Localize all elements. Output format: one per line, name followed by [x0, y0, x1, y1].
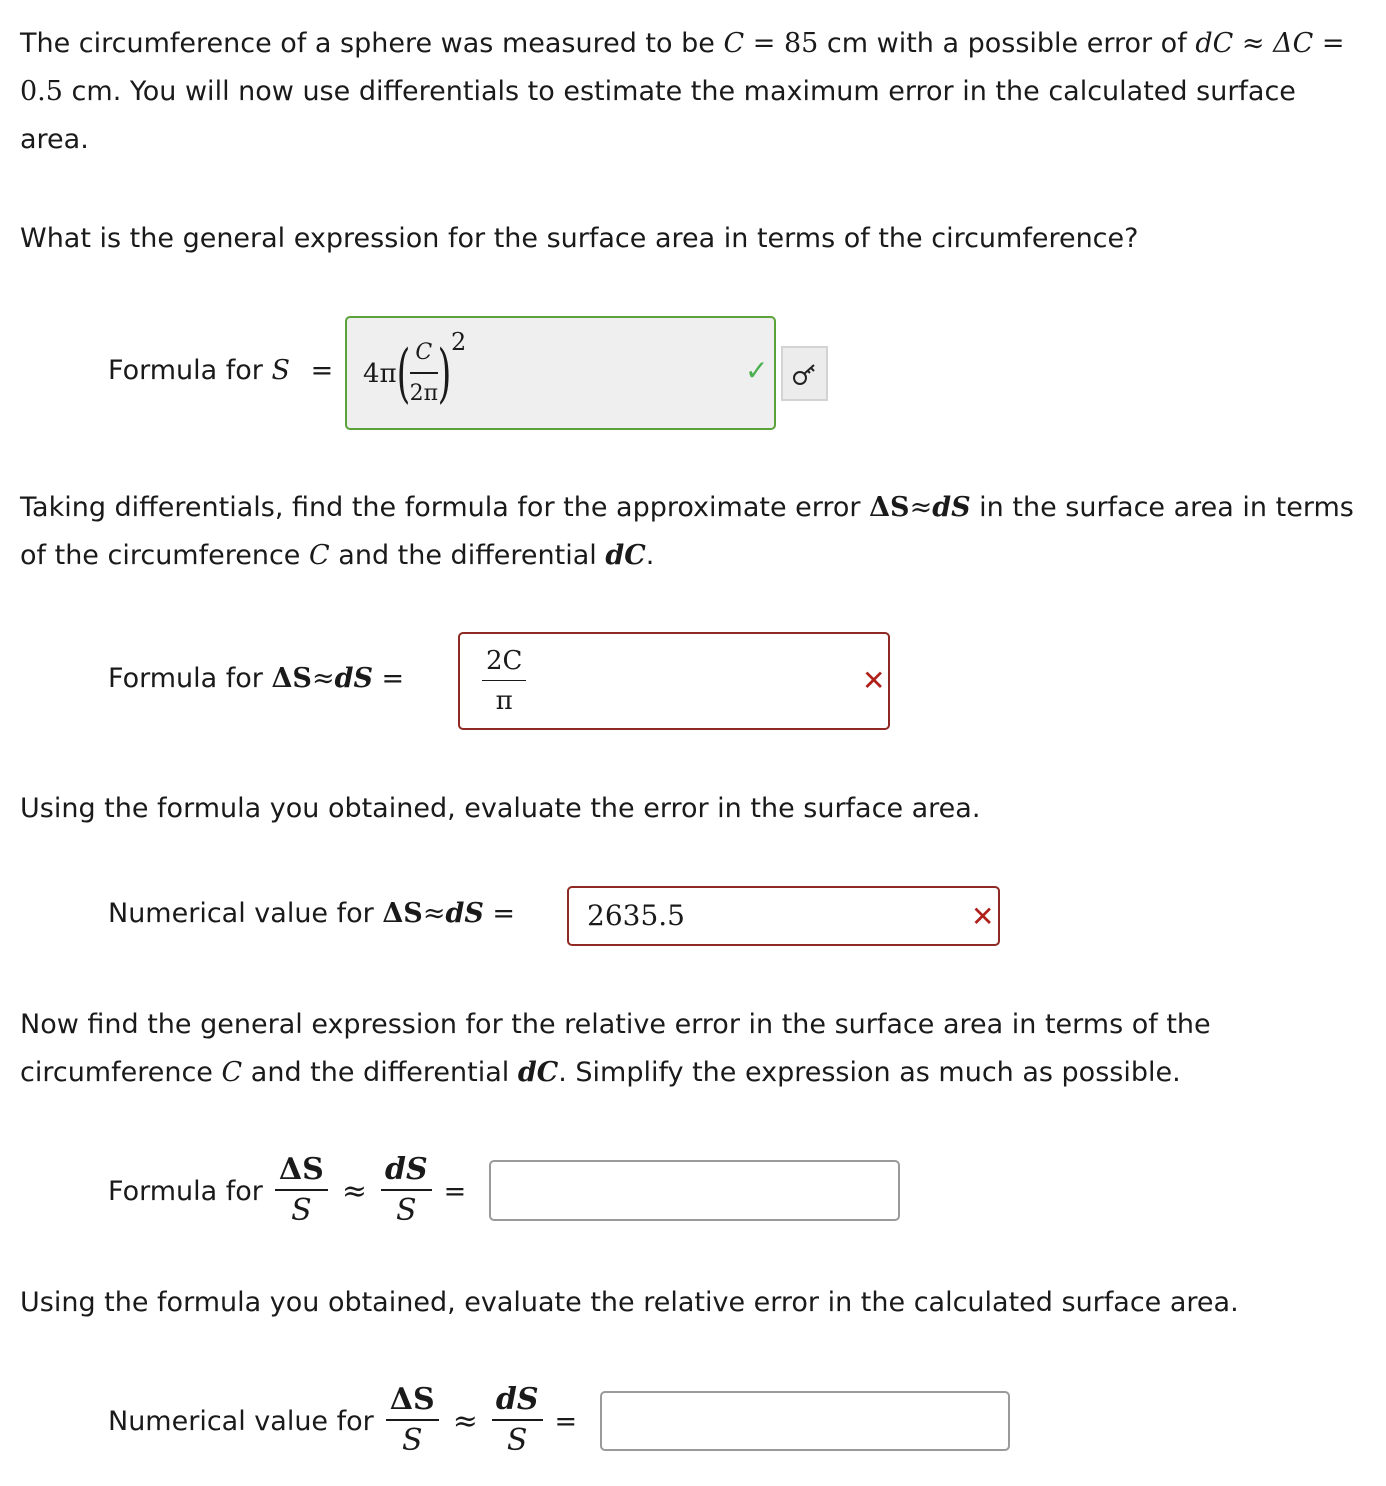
DeltaS-over-S — [386, 1381, 439, 1461]
var-dC: dC — [605, 540, 646, 571]
fraction-denominator: S — [291, 1193, 312, 1228]
intro-text-3: cm. You will now use differentials to estimate the maximum error in the calculated surface area. — [20, 76, 1296, 155]
q5-label-text: Numerical value for — [108, 1405, 374, 1437]
q3-prompt: Using the formula you obtained, evaluate the error in the surface area. — [20, 793, 981, 824]
incorrect-icon: ✕ — [862, 664, 886, 697]
right-paren: ) — [437, 337, 452, 411]
fraction-denominator: S — [506, 1423, 528, 1458]
q4-label — [108, 1145, 466, 1237]
fraction-denominator: S — [396, 1193, 417, 1228]
approx-sign: ≈ — [909, 492, 933, 523]
intro-text-2: cm with a possible error of — [826, 28, 1187, 59]
equals-sign: = — [752, 28, 776, 59]
fraction-numerator: ΔS — [275, 1151, 328, 1191]
var-dC: dC — [1195, 28, 1234, 59]
q5-prompt: Using the formula you obtained, evaluate the relative error in the calculated surface area. — [20, 1287, 1239, 1318]
approx-sign: ≈ — [452, 1403, 478, 1439]
problem-statement — [20, 20, 1370, 164]
equals-sign: = — [381, 663, 405, 694]
q4-prompt-text: Now find the general expression for the relative error in the surface area in terms of the circumference — [20, 1009, 1211, 1088]
equals-sign: = — [443, 1175, 467, 1207]
error-value: 0.5 — [20, 76, 63, 107]
check-icon: ✓ — [745, 354, 769, 387]
q3-answer-field[interactable] — [567, 886, 1000, 946]
equals-sign: = — [310, 355, 334, 386]
q2-prompt-text: Taking differentials, find the formula for the approximate error — [20, 492, 861, 523]
fraction-numerator: dS — [492, 1381, 543, 1421]
dS-over-S — [381, 1151, 432, 1231]
fraction-denominator: π — [495, 686, 513, 716]
q4-label-text: Formula for — [108, 1175, 263, 1207]
q4-prompt-text-3: . Simplify the expression as much as possible. — [558, 1057, 1181, 1088]
q4-prompt — [20, 1001, 1370, 1097]
incorrect-icon: ✕ — [971, 900, 995, 933]
period: . — [645, 540, 655, 571]
equals-sign: = — [492, 898, 516, 929]
var-DeltaS: ΔS — [382, 898, 423, 929]
q3-label — [108, 894, 515, 934]
q5-answer-field[interactable] — [600, 1391, 1010, 1451]
q2-prompt-text-3: and the differential — [338, 540, 597, 571]
var-C: C — [723, 28, 745, 59]
q2-prompt — [20, 484, 1370, 580]
var-dS: dS — [445, 898, 484, 929]
fraction-numerator: 2C — [482, 642, 526, 681]
approx-sign: ≈ — [341, 1173, 367, 1209]
q1-prompt: What is the general expression for the surface area in terms of the circumference? — [20, 223, 1139, 254]
equals-sign: = — [554, 1405, 578, 1437]
q2-label-text: Formula for — [108, 663, 263, 694]
q2-label — [108, 659, 404, 699]
var-dS: dS — [334, 663, 373, 694]
answer-coefficient: 4π — [363, 359, 397, 389]
intro-text: The circumference of a sphere was measured to be — [20, 28, 715, 59]
fraction-numerator: dS — [381, 1151, 432, 1191]
equals-sign: = — [1321, 28, 1345, 59]
q4-prompt-text-2: and the differential — [250, 1057, 510, 1088]
q2-answer-field[interactable] — [458, 632, 890, 730]
var-dC: dC — [517, 1057, 559, 1088]
approx-sign: ≈ — [311, 663, 335, 694]
fraction-denominator: S — [401, 1423, 423, 1458]
var-DeltaC: ΔC — [1273, 28, 1314, 59]
q4-answer-field[interactable] — [489, 1160, 900, 1221]
q1-answer-expression — [363, 328, 467, 414]
fraction-denominator: 2π — [409, 381, 439, 406]
approx-sign: ≈ — [422, 898, 446, 929]
q1-label — [108, 351, 333, 391]
var-S: S — [271, 355, 290, 386]
fraction-numerator: C — [410, 334, 438, 374]
DeltaS-over-S — [275, 1151, 328, 1231]
var-C: C — [309, 540, 330, 571]
answer-exponent: 2 — [451, 328, 467, 356]
answer-fraction — [410, 334, 438, 414]
dS-over-S — [492, 1381, 543, 1461]
q1-answer-field[interactable] — [345, 316, 776, 430]
q5-label — [108, 1375, 577, 1467]
approx-sign: ≈ — [1241, 28, 1265, 59]
q2-answer-fraction — [482, 642, 526, 721]
circumference-value: 85 — [783, 28, 819, 59]
key-button[interactable] — [781, 346, 828, 401]
var-DeltaS: ΔS — [869, 492, 910, 523]
var-DeltaS: ΔS — [271, 663, 312, 694]
fraction-numerator: ΔS — [386, 1381, 439, 1421]
var-dS: dS — [932, 492, 971, 523]
q3-label-text: Numerical value for — [108, 898, 374, 929]
q2-prompt-text-2: in the surface area in terms of the circumference — [20, 492, 1354, 571]
key-icon — [792, 361, 818, 387]
q1-label-text: Formula for — [108, 355, 263, 386]
left-paren: ( — [396, 337, 410, 411]
q3-answer-value: 2635.5 — [587, 899, 685, 932]
var-C: C — [221, 1057, 243, 1088]
